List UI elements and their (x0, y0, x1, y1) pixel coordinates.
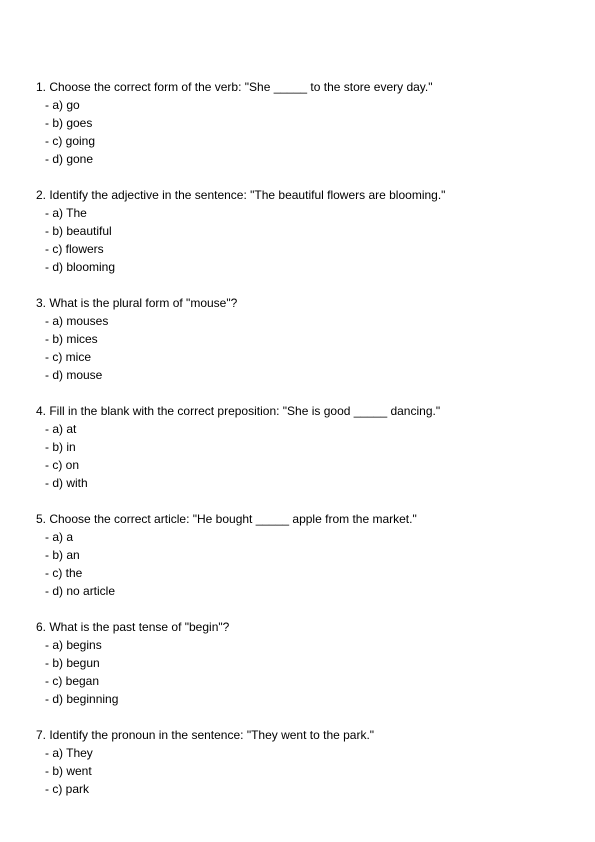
answer-option: - a) begins (45, 638, 102, 652)
answer-option: - a) at (45, 422, 77, 436)
answer-option: - c) began (45, 674, 100, 688)
answer-option: - d) mouse (45, 368, 103, 382)
question-text: 7. Identify the pronoun in the sentence: "They went to the park." (36, 728, 375, 742)
question-block (36, 186, 576, 276)
question-block (36, 726, 576, 798)
answer-option: - d) gone (45, 152, 94, 166)
answer-option: - b) in (45, 440, 76, 454)
answer-option: - b) an (45, 548, 80, 562)
answer-option: - c) mice (45, 350, 91, 364)
answer-option: - a) They (45, 746, 93, 760)
question-block (36, 510, 576, 600)
answer-option: - c) flowers (45, 242, 104, 256)
answer-option: - b) went (45, 764, 92, 778)
answer-option: - b) goes (45, 116, 93, 130)
question-block (36, 618, 576, 708)
answer-option: - c) park (45, 782, 90, 796)
answer-option: - d) with (45, 476, 88, 490)
question-list (36, 78, 576, 816)
answer-option: - b) mices (45, 332, 98, 346)
answer-option: - c) on (45, 458, 80, 472)
answer-option: - d) beginning (45, 692, 119, 706)
answer-option: - a) go (45, 98, 80, 112)
question-block (36, 78, 576, 168)
answer-option: - a) mouses (45, 314, 109, 328)
answer-option: - b) begun (45, 656, 100, 670)
answer-option: - d) no article (45, 584, 116, 598)
answer-option: - a) a (45, 530, 74, 544)
question-text: 6. What is the past tense of "begin"? (36, 620, 230, 634)
answer-option: - d) blooming (45, 260, 116, 274)
question-block (36, 402, 576, 492)
answer-option: - b) beautiful (45, 224, 112, 238)
answer-option: - c) the (45, 566, 83, 580)
question-text: 2. Identify the adjective in the sentence: "The beautiful flowers are blooming." (36, 188, 446, 202)
question-block (36, 294, 576, 384)
question-text: 5. Choose the correct article: "He bought _____ apple from the market." (36, 512, 417, 526)
answer-option: - c) going (45, 134, 96, 148)
question-text: 4. Fill in the blank with the correct preposition: "She is good _____ dancing." (36, 404, 441, 418)
question-text: 1. Choose the correct form of the verb: "She _____ to the store every day." (36, 80, 433, 94)
answer-option: - a) The (45, 206, 87, 220)
question-text: 3. What is the plural form of "mouse"? (36, 296, 238, 310)
